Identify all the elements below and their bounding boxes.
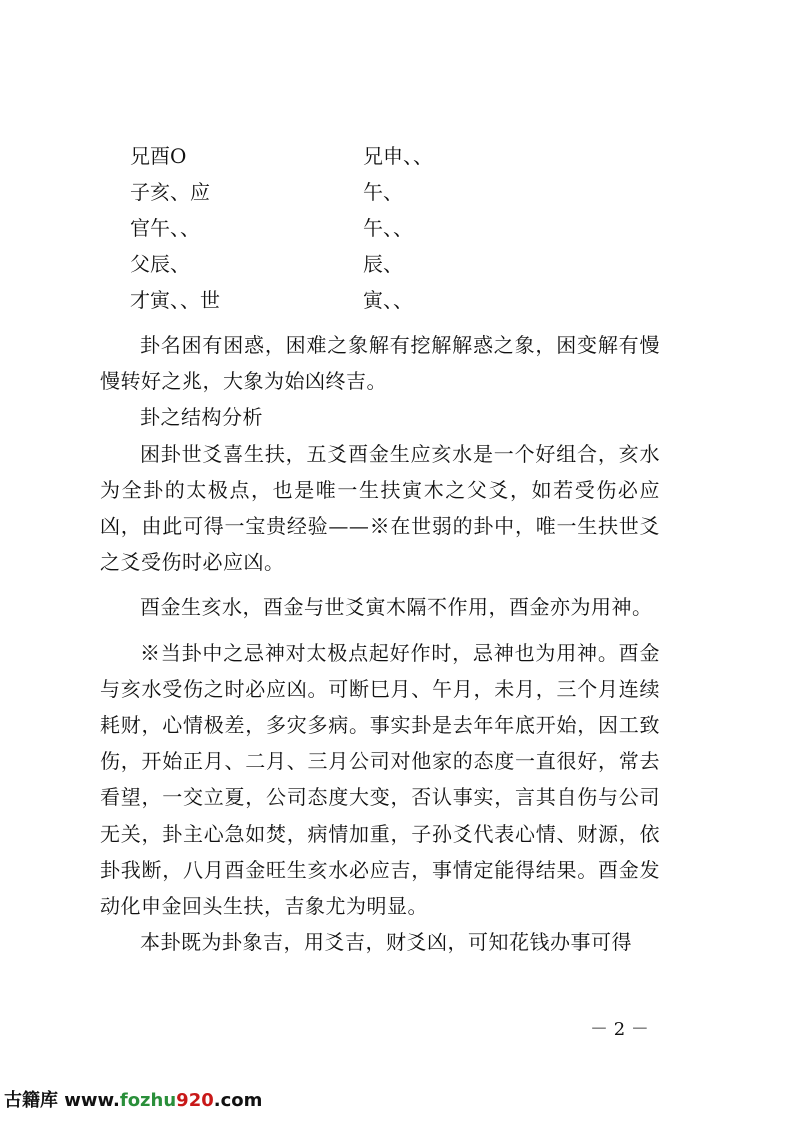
page-number: － 2 － <box>590 1019 649 1040</box>
paragraph-hexagram-name: 卦名困有困惑，困难之象解有挖解解惑之象，困变解有慢慢转好之兆，大象为始凶终吉。 <box>100 333 660 394</box>
hexagram-line-row <box>130 143 550 179</box>
changed-hexagram-line: 兄申、、 <box>363 144 433 168</box>
watermark-url-red: 920 <box>176 1090 214 1111</box>
watermark-url-prefix: www. <box>64 1090 120 1111</box>
changed-hexagram-line: 午、 <box>363 180 403 204</box>
main-hexagram-line: 官午、、 <box>130 216 200 240</box>
paragraph-conclusion: 本卦既为卦象吉，用爻吉，财爻凶，可知花钱办事可得 <box>140 930 632 955</box>
changed-hexagram-line: 辰、 <box>363 252 403 276</box>
main-hexagram-line: 子亥、应 <box>130 180 210 204</box>
watermark-url-suffix: .com <box>213 1090 263 1111</box>
hexagram-line-row <box>130 179 550 215</box>
changed-hexagram-line: 午、、 <box>363 216 413 240</box>
site-watermark <box>4 1089 262 1113</box>
watermark-site-name: 古籍库 <box>4 1090 58 1111</box>
watermark-url-green: fozhu <box>119 1090 177 1111</box>
main-hexagram-line: 才寅、、世 <box>130 288 220 312</box>
changed-hexagram-line: 寅、、 <box>363 288 413 312</box>
hexagram-line-row <box>130 251 550 287</box>
body-text <box>100 327 660 960</box>
paragraph-taiji-point: ※当卦中之忌神对太极点起好作时，忌神也为用神。酉金与亥水受伤之时必应凶。可断巳月、午月，未月，三个月连续耗财，心情极差，多灾多病。事实卦是去年年底开始，因工致伤，开始正月、二月、三月公司对他家的态度一直很好，常去看望，一交立夏，公司态度大变，否认事实，言其自伤与公司无关，卦主心急如焚，病情加重，子孙爻代表心情、财源，依卦我断，八月酉金旺生亥水必应吉，事情定能得结果。酉金发动化申金回头生扶，吉象尤为明显。 <box>100 640 660 919</box>
hexagram-line-row <box>130 287 550 323</box>
section-heading: 卦之结构分析 <box>140 405 263 430</box>
hexagram-line-row <box>130 215 550 251</box>
paragraph-structure-analysis: 困卦世爻喜生扶，五爻酉金生应亥水是一个好组合，亥水为全卦的太极点，也是唯一生扶寅木之父爻，如若受伤必应凶，由此可得一宝贵经验——※在世弱的卦中，唯一生扶世爻之爻受伤时必应凶。 <box>100 441 660 575</box>
main-hexagram-line: 父辰、 <box>130 252 190 276</box>
hexagram-lines-table <box>130 143 550 323</box>
paragraph-use-god: 酉金生亥水，酉金与世爻寅木隔不作用，酉金亦为用神。 <box>140 595 653 620</box>
main-hexagram-line: 兄酉O <box>130 144 187 168</box>
